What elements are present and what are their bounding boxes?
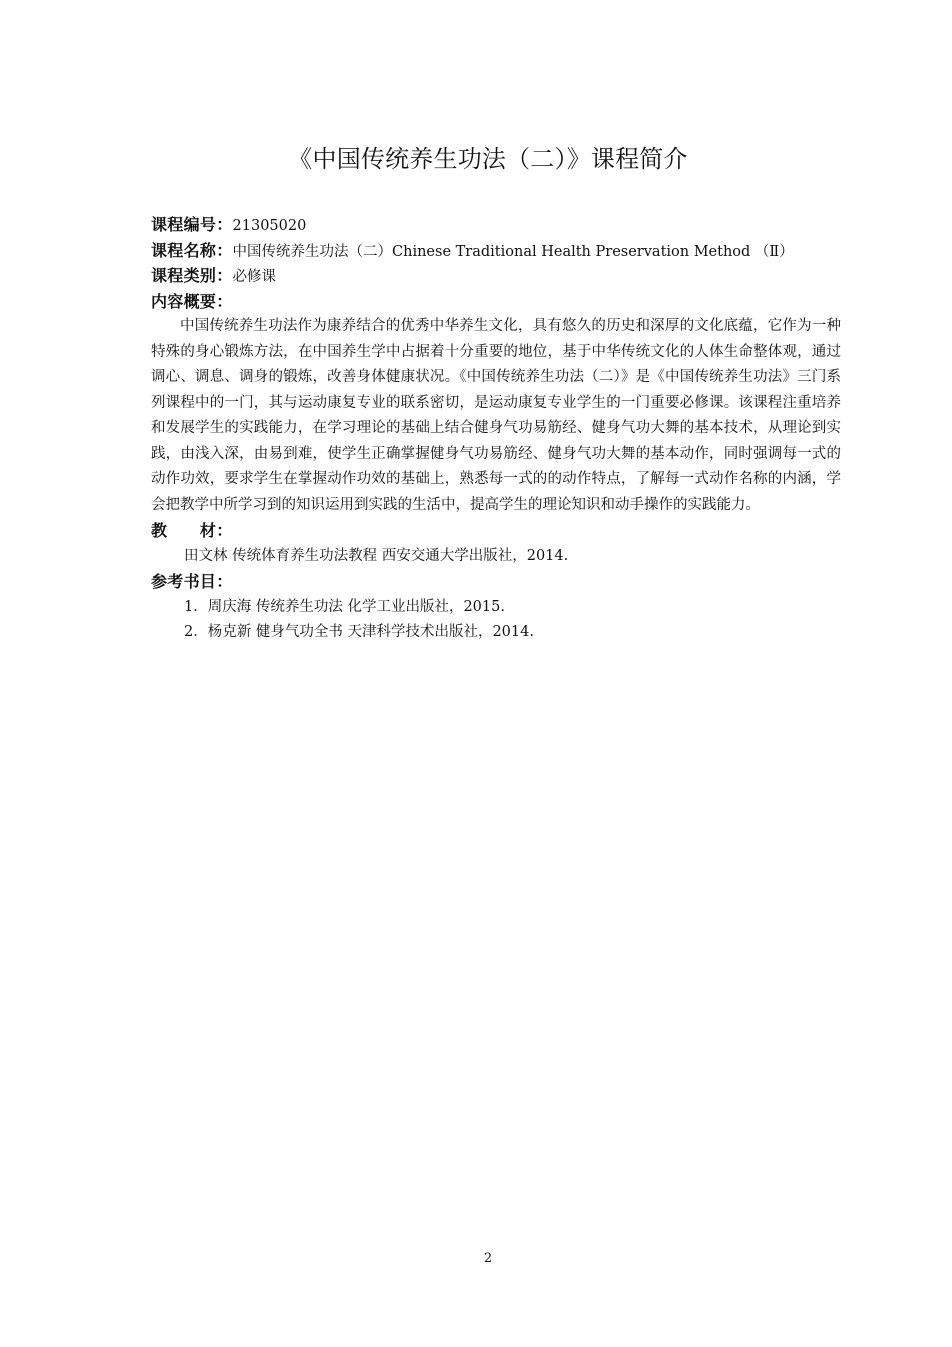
reference-item-1: 1．周庆海 传统养生功法 化学工业出版社，2015. [184,598,505,615]
summary-paragraph: 中国传统养生功法作为康养结合的优秀中华养生文化，具有悠久的历史和深厚的文化底蕴，它作为一种特殊的身心锻炼方法，在中国养生学中占据着十分重要的地位，基于中华传统文化的人体生命整体观，通过调心、调息、调身的锻炼，改善身体健康状况。《中国传统养生功法（二）》是《中国传统养生功法》三门系列课程中的一门，其与运动康复专业的联系密切，是运动康复专业学生的一门重要必修课。该课程注重培养和发展学生的实践能力，在学习理论的基础上结合健身气功易筋经、健身气功大舞的基本技术，从理论到实践，由浅入深，由易到难，使学生正确掌握健身气功易筋经、健身气功大舞的基本动作，同时强调每一式的动作功效，要求学生在掌握动作功效的基础上，熟悉每一式的的动作特点，了解每一式动作名称的内涵，学会把教学中所学习到的知识运用到实践的生活中，提高学生的理论知识和动手操作的实践能力。 [151,318,841,513]
course-introduction [151,212,841,646]
course-code-label: 课程编号： [151,215,233,234]
course-type-row [151,263,841,289]
references-label: 参考书目： [151,572,233,591]
course-type-label: 课程类别： [151,266,233,285]
references-heading-row [151,569,841,595]
textbook-heading-row [151,518,841,544]
textbook-label: 教 材： [151,521,233,540]
course-name-label: 课程名称： [151,240,233,260]
document-title: 《中国传统养生功法（二）》课程简介 [288,145,688,173]
course-name-value: 中国传统养生功法（二）Chinese Traditional Health Preservation Method （Ⅱ） [232,243,794,260]
course-code-value: 21305020 [232,218,307,234]
course-name-row [151,238,841,264]
summary-label: 内容概要： [151,291,233,311]
reference-item-2: 2．杨克新 健身气功全书 天津科学技术出版社，2014. [184,624,534,640]
course-type-value: 必修课 [232,269,277,285]
textbook-value: 田文林 传统体育养生功法教程 西安交通大学出版社，2014. [184,547,569,564]
course-code-row [151,212,841,238]
summary-heading-row [151,289,841,315]
page-number: 2 [483,1251,493,1266]
